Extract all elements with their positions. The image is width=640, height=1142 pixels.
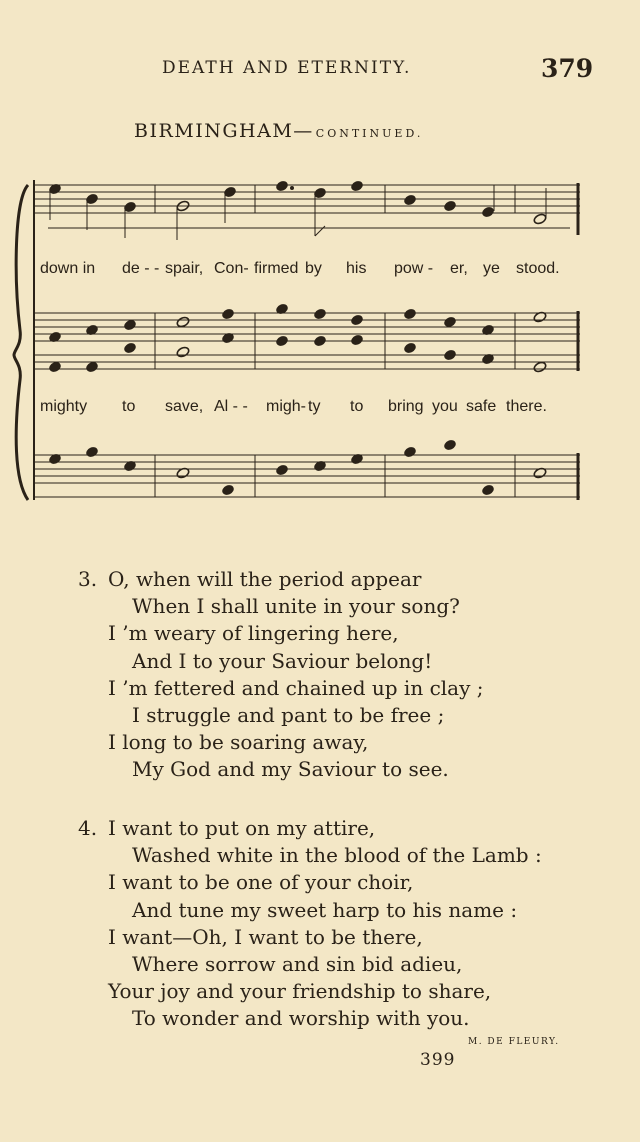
lyric-syllable: migh-	[266, 398, 307, 415]
verse-line: When I shall unite in your song?	[132, 594, 460, 619]
verse-line: I ’m fettered and chained up in clay ;	[108, 675, 484, 700]
verse-line: O, when will the period appear	[108, 567, 422, 591]
lyric-syllable: er,	[450, 260, 468, 277]
staff-3	[34, 453, 580, 500]
lyric-syllable: Al - -	[214, 398, 248, 415]
lyric-syllable: bring	[388, 398, 424, 415]
lyric-syllable: mighty	[40, 398, 88, 415]
lyric-syllable: safe	[466, 398, 497, 415]
stanza-4	[78, 815, 542, 1033]
stanza-number: 3.	[78, 567, 98, 591]
verse-line: Washed white in the blood of the Lamb :	[132, 843, 542, 868]
notes-staff-2	[48, 303, 547, 373]
verse-line: And I to your Saviour belong!	[132, 648, 433, 673]
lyric-syllable: spair,	[165, 260, 204, 277]
staff-2	[34, 311, 580, 371]
verse-line: I ’m weary of lingering here,	[108, 621, 399, 646]
running-head: DEATH AND ETERNITY.	[162, 58, 412, 78]
verse-line: I want to be one of your choir,	[108, 870, 414, 895]
notes-staff-3	[48, 439, 547, 496]
verse-line: To wonder and worship with you.	[132, 1006, 470, 1031]
staff-1	[34, 183, 580, 235]
stanza-3	[78, 566, 483, 784]
lyric-syllable: Con-	[214, 260, 249, 277]
lyric-syllable: you	[432, 398, 458, 415]
lyric-syllable: ye	[483, 260, 500, 277]
footer-number: 399	[420, 1050, 456, 1070]
lyric-syllable: down in	[40, 260, 96, 277]
tune-continued: CONTINUED.	[315, 127, 424, 140]
lyric-syllable: his	[346, 260, 367, 277]
verse-line: I want—Oh, I want to be there,	[108, 924, 423, 949]
lyric-syllable: ty	[308, 398, 321, 415]
page-number: 379	[541, 54, 594, 83]
verse-line: Your joy and your friendship to share,	[108, 979, 492, 1004]
lyrics-line-2	[40, 398, 570, 420]
verse-line: My God and my Saviour to see.	[132, 757, 449, 782]
notes-staff-1	[48, 180, 547, 240]
verse-line: Where sorrow and sin bid adieu,	[132, 951, 463, 976]
tune-name: BIRMINGHAM—	[134, 120, 314, 142]
verse-line: I struggle and pant to be free ;	[132, 702, 445, 727]
verse-line: And tune my sweet harp to his name :	[132, 897, 518, 922]
lyric-syllable: pow -	[394, 260, 434, 277]
verse-line: I want to put on my attire,	[108, 816, 376, 840]
lyric-syllable: save,	[165, 398, 204, 415]
lyric-syllable: de - -	[122, 260, 160, 277]
stanza-number: 4.	[78, 816, 98, 840]
lyric-syllable: by	[305, 260, 322, 277]
author-attribution: M. DE FLEURY.	[468, 1037, 560, 1047]
lyric-syllable: stood.	[516, 260, 560, 277]
verse-line: I long to be soaring away,	[108, 730, 369, 755]
lyrics-line-1	[40, 260, 570, 282]
lyric-syllable: to	[350, 398, 364, 415]
lyric-syllable: firmed	[254, 260, 299, 277]
system-brace	[14, 185, 28, 500]
lyric-syllable: there.	[506, 398, 547, 415]
lyric-syllable: to	[122, 398, 136, 415]
